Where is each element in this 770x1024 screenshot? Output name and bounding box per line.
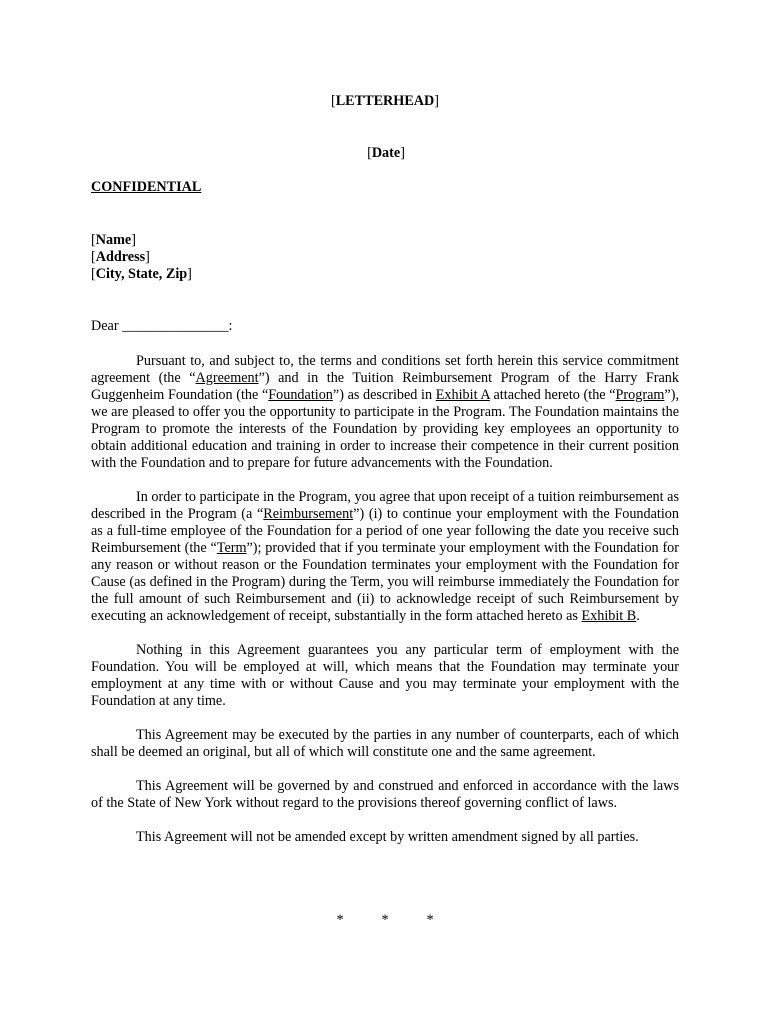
asterisk: * [336, 912, 344, 928]
paragraph-3: Nothing in this Agreement guarantees you any particular term of employment with the Foundation. You will be employed at will, which means that the Foundation may terminate your employment at any time with or without Cause and you may terminate your employment with the Foundation at any time. [91, 642, 679, 709]
defined-term-foundation: Foundation [268, 387, 333, 403]
letter-body [91, 353, 679, 863]
text-run: ”) as described in [332, 387, 436, 403]
letterhead-placeholder [0, 93, 770, 110]
recipient-city-label: City, State, Zip [95, 266, 188, 282]
recipient-address-block [91, 232, 192, 283]
defined-term-term: Term [216, 540, 247, 556]
asterisk: * [426, 912, 434, 928]
paragraph-5: This Agreement will be governed by and construed and enforced in accordance with the laws of the State of New York without regard to the provisions thereof governing conflict of laws. [91, 778, 679, 811]
defined-term-reimbursement: Reimbursement [263, 506, 354, 522]
asterisk: * [381, 912, 389, 928]
paragraph-4: This Agreement may be executed by the parties in any number of counterparts, each of which shall be deemed an original, but all of which will constitute one and the same agreement. [91, 727, 679, 760]
paragraph-2 [91, 489, 679, 625]
text-run: Pursuant to, and subject to, the terms and conditions set forth herein this service commitment agreement (the “ [91, 353, 679, 386]
bracket-open: [ [367, 145, 372, 161]
text-run: attached hereto (the “ [489, 387, 616, 403]
defined-term-program: Program [615, 387, 665, 403]
date-placeholder [0, 145, 770, 162]
bracket-close: ] [434, 93, 440, 109]
salutation: Dear _______________: [91, 318, 233, 334]
recipient-address: [Address] [91, 249, 150, 265]
text-run: ”), we are pleased to offer you the opportunity to participate in the Program. The Foundation maintains the Program to promote the interests of the Foundation by providing key employees an opportunity to obtain additional education and training in order to increase their competence in their current position with the Foundation and to prepare for future advancements with the Foundation. [91, 387, 679, 471]
paragraph-1 [91, 353, 679, 472]
bracket-open: [ [330, 93, 336, 109]
defined-term-agreement: Agreement [195, 370, 259, 386]
text-run: . [636, 608, 640, 624]
exhibit-a-reference: Exhibit A [435, 387, 490, 403]
text-run: ”) and in the Tuition Reimbursement Program of the Harry Frank Guggenheim Foundation (the “ [91, 370, 679, 403]
text-run: ”); provided that if you terminate your employment with the Foundation for any reason or without reason or the Foundation terminates your employment with the Foundation for Cause (as defined in the Program) during the Term, you will reimburse immediately the Foundation for the full amount of such Reimbursement and (ii) to acknowledge receipt of such Reimbursement by executing an acknowledgement of receipt, substantially in the form attached hereto as [91, 540, 679, 624]
letterhead-label: LETTERHEAD [335, 93, 435, 109]
confidential-heading: CONFIDENTIAL [91, 179, 202, 195]
recipient-name-label: Name [95, 232, 132, 248]
recipient-address-label: Address [95, 249, 146, 265]
text-run: In order to participate in the Program, you agree that upon receipt of a tuition reimbursement as described in the Program (a “ [91, 489, 679, 522]
recipient-city-state-zip: [City, State, Zip] [91, 266, 192, 282]
section-separator [0, 912, 770, 929]
exhibit-b-reference: Exhibit B [581, 608, 637, 624]
recipient-name: [Name] [91, 232, 136, 248]
date-label: Date [371, 145, 401, 161]
bracket-close: ] [400, 145, 405, 161]
text-run: ”) (i) to continue your employment with the Foundation as a full-time employee of the Foundation for a period of one year following the date you receive such Reimbursement (the “ [91, 506, 679, 556]
paragraph-6: This Agreement will not be amended except by written amendment signed by all parties. [136, 829, 639, 845]
